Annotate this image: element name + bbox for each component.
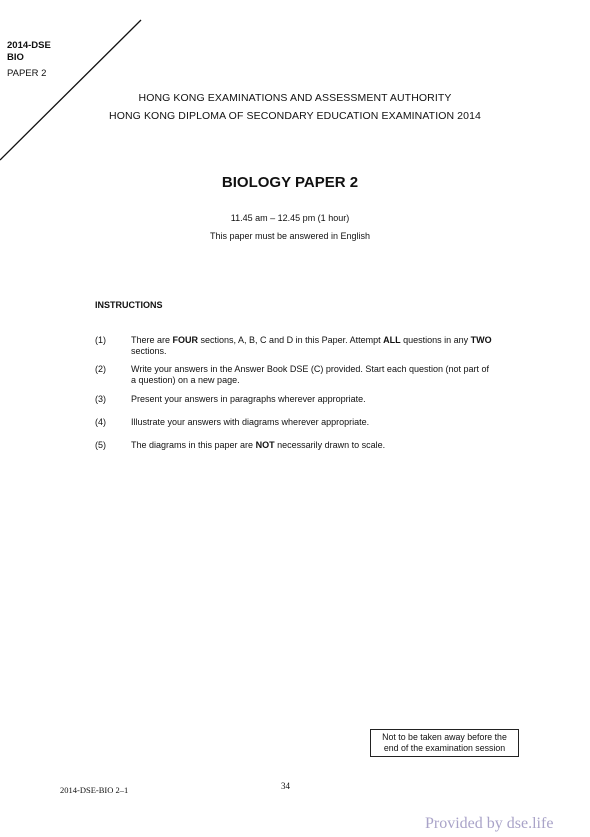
instruction-item-1 — [95, 335, 495, 357]
instruction-text: Write your answers in the Answer Book DSE (C) provided. Start each question (not part of a question) on a new page. — [131, 364, 490, 385]
exam-code: 2014-DSE — [7, 40, 51, 51]
notice-line-2: end of the examination session — [383, 743, 506, 753]
instruction-item-3 — [95, 394, 495, 405]
exam-time: 11.45 am – 12.45 pm (1 hour) — [230, 213, 350, 223]
instruction-number: (3) — [95, 394, 106, 404]
footer-paper-code: 2014-DSE-BIO 2–1 — [60, 785, 129, 795]
notice-box — [370, 729, 519, 757]
instruction-number: (1) — [95, 335, 106, 345]
notice-line-1: Not to be taken away before the — [382, 732, 507, 742]
instructions-list — [95, 335, 495, 451]
corner-diagonal-line — [0, 0, 150, 170]
authority-name: HONG KONG EXAMINATIONS AND ASSESSMENT AUTHORITY — [138, 92, 452, 104]
instruction-number: (2) — [95, 364, 106, 374]
examination-name: HONG KONG DIPLOMA OF SECONDARY EDUCATION EXAMINATION 2014 — [109, 110, 481, 122]
page-number: 34 — [281, 781, 290, 791]
instruction-item-5 — [95, 440, 495, 451]
instruction-text: The diagrams in this paper are NOT necessarily drawn to scale. — [131, 440, 386, 450]
instruction-text: Illustrate your answers with diagrams wherever appropriate. — [131, 417, 370, 427]
subject-code: BIO — [7, 52, 24, 63]
paper-title: BIOLOGY PAPER 2 — [221, 174, 359, 191]
paper-label: PAPER 2 — [7, 68, 47, 79]
language-note: This paper must be answered in English — [209, 231, 371, 241]
provided-by-watermark: Provided by dse.life — [425, 815, 554, 832]
instruction-text: There are FOUR sections, A, B, C and D in this Paper. Attempt ALL questions in any TWO sections. — [131, 335, 492, 356]
paper-code-block — [7, 40, 51, 64]
instruction-text: Present your answers in paragraphs wherever appropriate. — [131, 394, 366, 404]
instruction-number: (5) — [95, 440, 106, 450]
instruction-item-4 — [95, 417, 495, 428]
instruction-item-2 — [95, 364, 495, 386]
instruction-number: (4) — [95, 417, 106, 427]
instructions-heading: INSTRUCTIONS — [95, 300, 163, 310]
